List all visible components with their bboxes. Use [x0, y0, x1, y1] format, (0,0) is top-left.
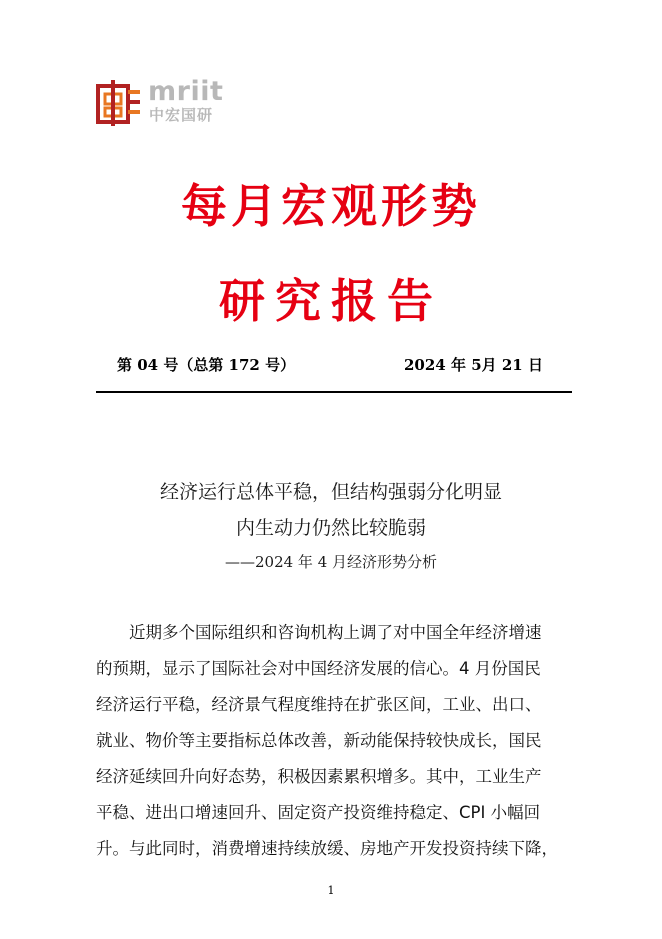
body-line: 经济运行平稳，经济景气程度维持在扩张区间，工业、出口、	[96, 695, 542, 714]
header-divider	[96, 391, 572, 393]
issue-date: 2024 年 5月 21 日	[404, 356, 543, 374]
report-title-line-2: 研究报告	[219, 274, 443, 328]
report-title-line-1: 每月宏观形势	[181, 179, 481, 233]
body-line: 升。与此同时，消费增速持续放缓、房地产开发投资持续下降，	[96, 839, 558, 858]
page-number: 1	[327, 884, 335, 897]
mriit-logo-icon	[96, 80, 142, 126]
headline-line-2: 内生动力仍然比较脆弱	[235, 517, 426, 539]
logo	[96, 76, 236, 126]
body-line: 近期多个国际组织和咨询机构上调了对中国全年经济增速	[129, 623, 542, 642]
body-paragraph	[96, 615, 572, 867]
body-line: 的预期，显示了国际社会对中国经济发展的信心。4 月份国民	[96, 659, 541, 678]
body-line: 平稳、进出口增速回升、固定资产投资维持稳定、CPI 小幅回	[96, 803, 541, 822]
logo-chinese-name: 中宏国研	[149, 106, 214, 124]
issue-number: 第 04 号（总第 172 号）	[117, 356, 296, 374]
body-line: 经济延续回升向好态势，积极因素累积增多。其中，工业生产	[96, 767, 542, 786]
logo-brand-text: mriit	[148, 76, 224, 107]
headline-line-1: 经济运行总体平稳，但结构强弱分化明显	[159, 481, 502, 503]
headline-subtitle: ——2024 年 4 月经济形势分析	[224, 553, 438, 571]
body-line: 就业、物价等主要指标总体改善，新动能保持较快成长，国民	[96, 731, 542, 750]
